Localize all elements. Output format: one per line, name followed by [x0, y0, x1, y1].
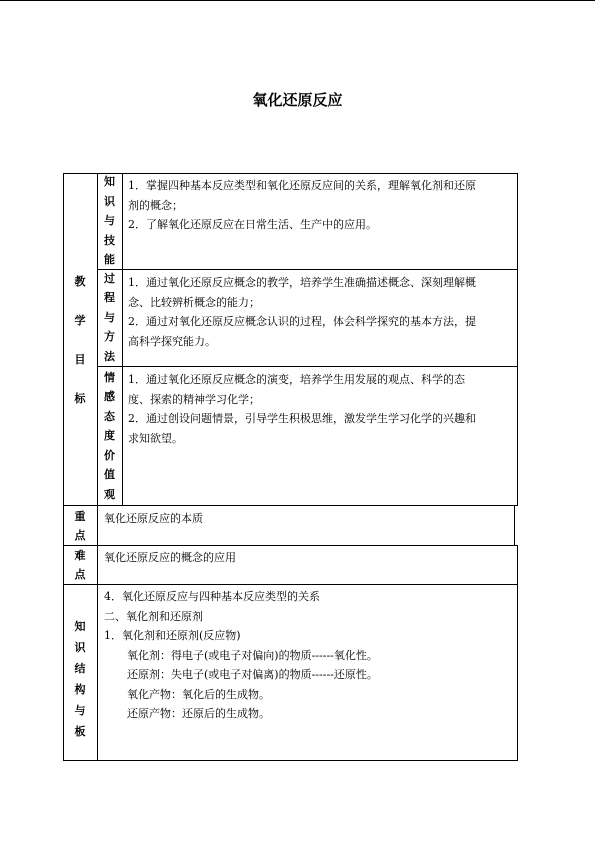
process-methods-content: 1．通过氧化还原反应概念的教学，培养学生准确描述概念、深刻理解概 念、比较辨析概念的能力； 2．通过对氧化还原反应概念认识的过程，体会科学探究的基本方法，提 高科学探究能力。 — [128, 276, 476, 348]
difficulty-divider — [97, 545, 98, 585]
page-title: 氧化还原反应 — [252, 91, 343, 109]
difficulty-content: 氧化还原反应的概念的应用 — [104, 551, 236, 564]
key-point-label: 重 点 — [74, 509, 86, 542]
emotion-values-content: 1．通过氧化还原反应概念的演变，培养学生用发展的观点、科学的态 度、探索的精神学习化学； 2．通过创设问题情景，引导学生积极思维，激发学生学习化学的兴趣和 求知欲望。 — [128, 373, 476, 445]
knowledge-skills-label: 知 识 与 技 能 — [104, 175, 115, 267]
page-top-border — [0, 0, 595, 1]
knowledge-skills-content: 1．掌握四种基本反应类型和氧化还原反应间的关系，理解氧化剂和还原 剂的概念； 2．了解氧化还原反应在日常生活、生产中的应用。 — [128, 179, 476, 231]
objectives-divider-inner — [122, 173, 123, 506]
process-methods-label: 过 程 与 方 法 — [104, 271, 115, 363]
key-point-divider — [97, 506, 98, 546]
objectives-row-divider-1 — [97, 269, 518, 270]
difficulty-label: 难 点 — [74, 548, 86, 581]
objectives-label: 教 学 目 标 — [74, 274, 86, 405]
emotion-values-label: 情 感 态 度 价 值 观 — [104, 370, 115, 501]
objectives-row-divider-2 — [97, 366, 518, 367]
key-point-content: 氧化还原反应的本质 — [104, 512, 203, 525]
structure-content: 4．氧化还原反应与四种基本反应类型的关系 二、氧化剂和还原剂 1．氧化剂和还原剂(反应物) 氧化剂：得电子(或电子对偏向)的物质------氧化性。 还原剂：失电子(或电子对偏离)的物质------还原性。 氧化产物：氧化后的生成物。 还原产物：还原后的生成物。 — [104, 590, 378, 720]
structure-label: 知 识 结 构 与 板 — [74, 619, 86, 738]
structure-divider — [97, 584, 98, 761]
